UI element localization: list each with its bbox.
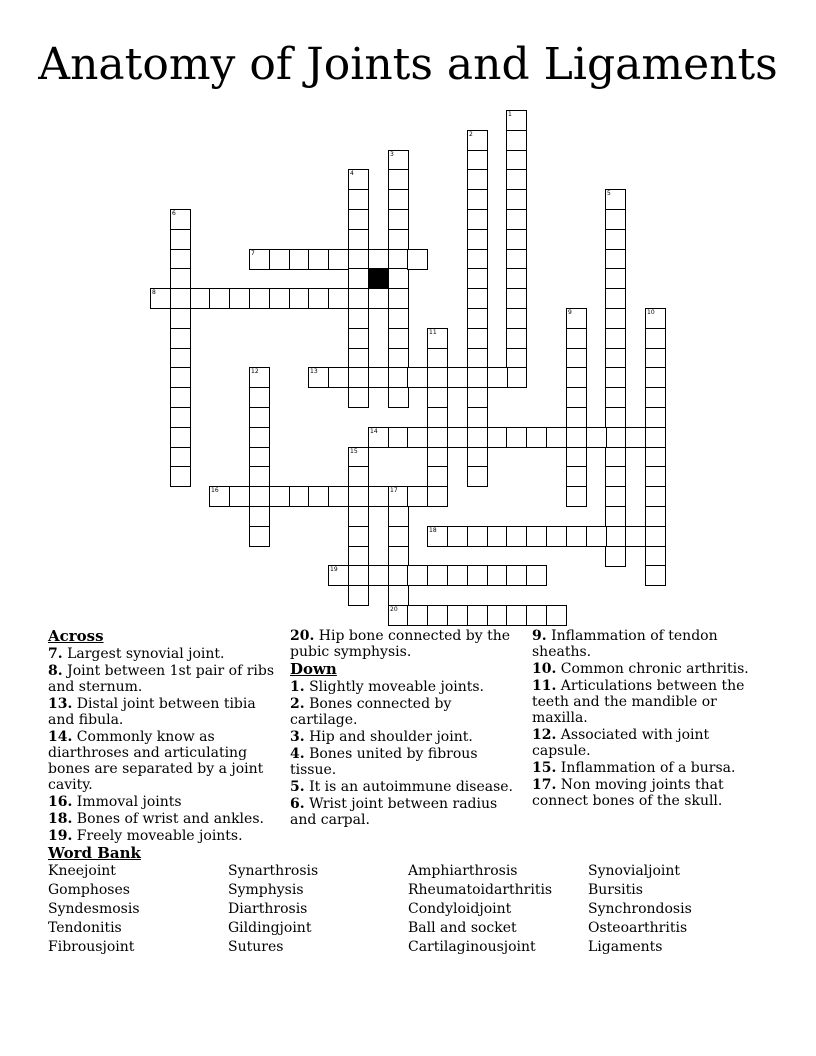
- grid-cell[interactable]: [586, 526, 607, 547]
- grid-cell[interactable]: [645, 526, 666, 547]
- grid-cell[interactable]: [388, 585, 409, 606]
- grid-cell[interactable]: [506, 605, 527, 626]
- down-clue: 15. Inflammation of a bursa.: [532, 760, 736, 776]
- grid-cell[interactable]: [467, 427, 488, 448]
- across-clue: 18. Bones of wrist and ankles.: [48, 811, 264, 827]
- grid-cell[interactable]: [546, 427, 567, 448]
- grid-cell[interactable]: [348, 348, 369, 369]
- grid-cell[interactable]: [625, 526, 646, 547]
- across-clue: 19. Freely moveable joints.: [48, 828, 243, 844]
- grid-cell[interactable]: [427, 427, 448, 448]
- clues-column-2: [290, 628, 516, 829]
- grid-cell[interactable]: [368, 486, 389, 507]
- grid-cell[interactable]: [605, 407, 626, 428]
- grid-cell[interactable]: [526, 605, 547, 626]
- grid-cell[interactable]: [269, 288, 290, 309]
- word-bank-item: Sutures: [228, 939, 284, 955]
- grid-cell[interactable]: [170, 288, 191, 309]
- grid-cell[interactable]: [605, 249, 626, 270]
- grid-cell[interactable]: [388, 367, 409, 388]
- word-bank-item: Osteoarthritis: [588, 920, 688, 936]
- grid-cell[interactable]: [605, 209, 626, 230]
- grid-cell[interactable]: [348, 308, 369, 329]
- grid-cell[interactable]: [209, 486, 230, 507]
- down-clue: 4. Bones united by fibrous tissue.: [290, 746, 478, 778]
- grid-cell[interactable]: [348, 585, 369, 606]
- word-bank-item: Condyloidjoint: [408, 901, 512, 917]
- word-bank-item: Cartilaginousjoint: [408, 939, 536, 955]
- grid-cell[interactable]: [467, 189, 488, 210]
- grid-cell[interactable]: [348, 447, 369, 468]
- grid-cell[interactable]: [388, 328, 409, 349]
- grid-cell[interactable]: [506, 189, 527, 210]
- word-bank-item: Ball and socket: [408, 920, 517, 936]
- grid-cell[interactable]: [249, 387, 270, 408]
- grid-cell[interactable]: [229, 486, 250, 507]
- grid-cell[interactable]: [467, 367, 488, 388]
- grid-cell[interactable]: [645, 427, 666, 448]
- grid-cell[interactable]: [249, 407, 270, 428]
- grid-cell[interactable]: [427, 486, 448, 507]
- grid-cell[interactable]: [467, 387, 488, 408]
- word-bank-item: Diarthrosis: [228, 901, 308, 917]
- clue-number: 7: [251, 250, 255, 257]
- grid-cell[interactable]: [526, 427, 547, 448]
- grid-cell[interactable]: [467, 605, 488, 626]
- clue-number: 5: [607, 190, 611, 197]
- grid-cell[interactable]: [566, 526, 587, 547]
- down-clue: 9. Inflammation of tendon sheaths.: [532, 628, 718, 660]
- across-clue: 14. Commonly know as diarthroses and articulating bones are separated by a joint cavity.: [48, 729, 264, 793]
- grid-cell[interactable]: [170, 209, 191, 230]
- grid-cell[interactable]: [605, 427, 626, 448]
- word-bank-item: Synovialjoint: [588, 863, 681, 879]
- grid-cell[interactable]: [249, 288, 270, 309]
- grid-cell[interactable]: [546, 526, 567, 547]
- clue-number: 15: [350, 448, 358, 455]
- grid-cell[interactable]: [427, 387, 448, 408]
- grid-cell[interactable]: [506, 150, 527, 171]
- grid-cell[interactable]: [467, 328, 488, 349]
- clue-number: 3: [390, 151, 394, 158]
- grid-cell[interactable]: [269, 486, 290, 507]
- clue-number: 17: [390, 487, 398, 494]
- grid-cell[interactable]: [308, 367, 329, 388]
- grid-cell[interactable]: [388, 427, 409, 448]
- clues-column-1: [48, 628, 280, 845]
- grid-cell[interactable]: [388, 288, 409, 309]
- clue-number: 11: [429, 329, 437, 336]
- grid-cell[interactable]: [506, 526, 527, 547]
- grid-cell[interactable]: [289, 288, 310, 309]
- across-clue: 16. Immoval joints: [48, 794, 182, 810]
- grid-cell[interactable]: [249, 249, 270, 270]
- down-clue: 17. Non moving joints that connect bones of the skull.: [532, 777, 724, 809]
- grid-cell[interactable]: [605, 486, 626, 507]
- grid-cell[interactable]: [487, 367, 508, 388]
- word-bank-item: Synchrondosis: [588, 901, 692, 917]
- grid-cell[interactable]: [388, 209, 409, 230]
- grid-cell[interactable]: [170, 229, 191, 250]
- grid-cell[interactable]: [605, 229, 626, 250]
- grid-cell[interactable]: [407, 486, 428, 507]
- grid-cell[interactable]: [506, 229, 527, 250]
- clue-number: 14: [370, 428, 378, 435]
- grid-cell[interactable]: [388, 150, 409, 171]
- word-bank-item: Rheumatoidarthritis: [408, 882, 553, 898]
- grid-cell[interactable]: [566, 348, 587, 369]
- grid-cell[interactable]: [645, 466, 666, 487]
- grid-cell[interactable]: [348, 249, 369, 270]
- grid-cell[interactable]: [368, 427, 389, 448]
- grid-cell[interactable]: [348, 546, 369, 567]
- grid-cell[interactable]: [427, 367, 448, 388]
- clue-number: 8: [152, 289, 156, 296]
- down-clue: 6. Wrist joint between radius and carpal.: [290, 796, 498, 828]
- grid-cell[interactable]: [506, 427, 527, 448]
- grid-cell[interactable]: [645, 447, 666, 468]
- grid-cell[interactable]: [645, 546, 666, 567]
- grid-cell[interactable]: [566, 486, 587, 507]
- grid-cell[interactable]: [289, 249, 310, 270]
- grid-cell[interactable]: [308, 249, 329, 270]
- grid-cell[interactable]: [447, 605, 468, 626]
- grid-cell[interactable]: [407, 565, 428, 586]
- clue-number: 20: [390, 606, 398, 613]
- grid-cell[interactable]: [427, 565, 448, 586]
- grid-cell[interactable]: [348, 387, 369, 408]
- grid-cell[interactable]: [170, 308, 191, 329]
- grid-cell[interactable]: [150, 288, 171, 309]
- grid-cell[interactable]: [388, 486, 409, 507]
- clue-number: 19: [330, 566, 338, 573]
- grid-cell[interactable]: [605, 328, 626, 349]
- word-bank-item: Kneejoint: [48, 863, 116, 879]
- grid-cell[interactable]: [328, 486, 349, 507]
- grid-cell[interactable]: [407, 249, 428, 270]
- clue-number: 12: [251, 368, 259, 375]
- grid-cell[interactable]: [170, 387, 191, 408]
- grid-cell[interactable]: [487, 427, 508, 448]
- grid-cell[interactable]: [388, 308, 409, 329]
- grid-cell[interactable]: [348, 565, 369, 586]
- clue-number: 13: [310, 368, 318, 375]
- page-title: Anatomy of Joints and Ligaments: [38, 39, 778, 90]
- grid-cell[interactable]: [388, 169, 409, 190]
- word-bank-item: Amphiarthrosis: [408, 863, 518, 879]
- grid-cell[interactable]: [605, 506, 626, 527]
- grid-cell[interactable]: [388, 189, 409, 210]
- grid-cell[interactable]: [506, 209, 527, 230]
- grid-cell[interactable]: [447, 565, 468, 586]
- grid-cell[interactable]: [170, 367, 191, 388]
- grid-cell[interactable]: [546, 605, 567, 626]
- grid-cell[interactable]: [467, 565, 488, 586]
- grid-cell[interactable]: [605, 308, 626, 329]
- across-clue: 8. Joint between 1st pair of ribs and sternum.: [48, 663, 275, 695]
- grid-cell[interactable]: [467, 407, 488, 428]
- word-bank-item: Gomphoses: [48, 882, 130, 898]
- grid-cell[interactable]: [249, 506, 270, 527]
- grid-cell[interactable]: [467, 229, 488, 250]
- clue-number: 2: [469, 131, 473, 138]
- grid-cell[interactable]: [308, 486, 329, 507]
- grid-cell[interactable]: [388, 249, 409, 270]
- grid-cell[interactable]: [605, 387, 626, 408]
- grid-cell[interactable]: [487, 526, 508, 547]
- down-clue: 11. Articulations between the teeth and the mandible or maxilla.: [532, 678, 745, 726]
- grid-cell[interactable]: [625, 427, 646, 448]
- grid-cell[interactable]: [348, 209, 369, 230]
- grid-cell[interactable]: [249, 427, 270, 448]
- grid-cell[interactable]: [526, 565, 547, 586]
- grid-cell[interactable]: [170, 427, 191, 448]
- grid-cell[interactable]: [249, 466, 270, 487]
- down-clue: 2. Bones connected by cartilage.: [290, 696, 452, 728]
- grid-cell[interactable]: [467, 249, 488, 270]
- grid-cell[interactable]: [645, 486, 666, 507]
- grid-cell[interactable]: [506, 268, 527, 289]
- grid-cell[interactable]: [170, 249, 191, 270]
- grid-cell[interactable]: [467, 209, 488, 230]
- grid-cell[interactable]: [467, 130, 488, 151]
- grid-cell[interactable]: [249, 486, 270, 507]
- grid-cell[interactable]: [407, 367, 428, 388]
- clue-number: 10: [647, 309, 655, 316]
- grid-cell[interactable]: [566, 308, 587, 329]
- grid-cell[interactable]: [388, 506, 409, 527]
- grid-cell[interactable]: [249, 447, 270, 468]
- down-clue: 1. Slightly moveable joints.: [290, 679, 485, 695]
- grid-cell[interactable]: [645, 565, 666, 586]
- grid-cell[interactable]: [368, 367, 389, 388]
- grid-cell[interactable]: [506, 130, 527, 151]
- word-bank-item: Fibrousjoint: [48, 939, 135, 955]
- grid-cell[interactable]: [566, 387, 587, 408]
- grid-cell[interactable]: [645, 348, 666, 369]
- across-clue: 13. Distal joint between tibia and fibula.: [48, 696, 256, 728]
- grid-cell[interactable]: [328, 367, 349, 388]
- blocked-cell: [368, 268, 389, 289]
- grid-cell[interactable]: [467, 526, 488, 547]
- clue-number: 1: [508, 111, 512, 118]
- word-bank-item: Bursitis: [588, 882, 643, 898]
- grid-cell[interactable]: [427, 407, 448, 428]
- grid-cell[interactable]: [467, 447, 488, 468]
- grid-cell[interactable]: [506, 308, 527, 329]
- word-bank-item: Gildingjoint: [228, 920, 312, 936]
- grid-cell[interactable]: [407, 605, 428, 626]
- grid-cell[interactable]: [506, 565, 527, 586]
- clue-number: 9: [568, 309, 572, 316]
- grid-cell[interactable]: [427, 526, 448, 547]
- grid-cell[interactable]: [348, 189, 369, 210]
- grid-cell[interactable]: [209, 288, 230, 309]
- grid-cell[interactable]: [467, 348, 488, 369]
- grid-cell[interactable]: [605, 288, 626, 309]
- grid-cell[interactable]: [645, 308, 666, 329]
- down-header: Down: [290, 660, 337, 678]
- grid-cell[interactable]: [407, 427, 428, 448]
- grid-cell[interactable]: [388, 387, 409, 408]
- grid-cell[interactable]: [506, 348, 527, 369]
- across-clue: 20. Hip bone connected by the pubic symphysis.: [290, 628, 511, 660]
- grid-cell[interactable]: [249, 526, 270, 547]
- word-bank-item: Synarthrosis: [228, 863, 319, 879]
- grid-cell[interactable]: [388, 229, 409, 250]
- grid-cell[interactable]: [269, 249, 290, 270]
- grid-cell[interactable]: [328, 288, 349, 309]
- grid-cell[interactable]: [506, 367, 527, 388]
- grid-cell[interactable]: [368, 288, 389, 309]
- grid-cell[interactable]: [566, 328, 587, 349]
- down-clue: 3. Hip and shoulder joint.: [290, 729, 473, 745]
- grid-cell[interactable]: [645, 367, 666, 388]
- grid-cell[interactable]: [190, 288, 211, 309]
- grid-cell[interactable]: [249, 367, 270, 388]
- word-bank-item: Ligaments: [588, 939, 663, 955]
- grid-cell[interactable]: [467, 150, 488, 171]
- grid-cell[interactable]: [388, 526, 409, 547]
- grid-cell[interactable]: [605, 189, 626, 210]
- grid-cell[interactable]: [566, 447, 587, 468]
- grid-cell[interactable]: [368, 565, 389, 586]
- grid-cell[interactable]: [348, 229, 369, 250]
- grid-cell[interactable]: [348, 367, 369, 388]
- grid-cell[interactable]: [645, 506, 666, 527]
- grid-cell[interactable]: [348, 466, 369, 487]
- word-bank-item: Symphysis: [228, 882, 304, 898]
- grid-cell[interactable]: [427, 348, 448, 369]
- grid-cell[interactable]: [308, 288, 329, 309]
- grid-cell[interactable]: [467, 466, 488, 487]
- clue-number: 18: [429, 527, 437, 534]
- grid-cell[interactable]: [467, 308, 488, 329]
- grid-cell[interactable]: [605, 526, 626, 547]
- grid-cell[interactable]: [348, 506, 369, 527]
- down-clue: 10. Common chronic arthritis.: [532, 661, 749, 677]
- grid-cell[interactable]: [645, 407, 666, 428]
- grid-cell[interactable]: [605, 466, 626, 487]
- grid-cell[interactable]: [526, 526, 547, 547]
- down-clue: 5. It is an autoimmune disease.: [290, 779, 513, 795]
- grid-cell[interactable]: [605, 367, 626, 388]
- grid-cell[interactable]: [566, 466, 587, 487]
- grid-cell[interactable]: [506, 249, 527, 270]
- down-clue: 12. Associated with joint capsule.: [532, 727, 710, 759]
- grid-cell[interactable]: [348, 169, 369, 190]
- word-bank-item: Tendonitis: [48, 920, 122, 936]
- grid-cell[interactable]: [566, 427, 587, 448]
- grid-cell[interactable]: [605, 348, 626, 369]
- across-clue: 7. Largest synovial joint.: [48, 646, 225, 662]
- grid-cell[interactable]: [427, 328, 448, 349]
- grid-cell[interactable]: [467, 288, 488, 309]
- grid-cell[interactable]: [348, 526, 369, 547]
- grid-cell[interactable]: [605, 546, 626, 567]
- grid-cell[interactable]: [229, 288, 250, 309]
- grid-cell[interactable]: [388, 348, 409, 369]
- grid-cell[interactable]: [586, 427, 607, 448]
- grid-cell[interactable]: [368, 249, 389, 270]
- grid-cell[interactable]: [487, 605, 508, 626]
- grid-cell[interactable]: [487, 565, 508, 586]
- grid-cell[interactable]: [388, 605, 409, 626]
- grid-cell[interactable]: [427, 466, 448, 487]
- grid-cell[interactable]: [506, 110, 527, 131]
- grid-cell[interactable]: [506, 288, 527, 309]
- clues-column-3: [532, 628, 772, 810]
- grid-cell[interactable]: [170, 466, 191, 487]
- grid-cell[interactable]: [566, 407, 587, 428]
- grid-cell[interactable]: [170, 447, 191, 468]
- grid-cell[interactable]: [328, 565, 349, 586]
- grid-cell[interactable]: [388, 546, 409, 567]
- grid-cell[interactable]: [170, 407, 191, 428]
- grid-cell[interactable]: [289, 486, 310, 507]
- grid-cell[interactable]: [566, 367, 587, 388]
- grid-cell[interactable]: [170, 268, 191, 289]
- clue-number: 4: [350, 170, 354, 177]
- grid-cell[interactable]: [645, 328, 666, 349]
- word-bank: [48, 844, 768, 957]
- across-header: Across: [48, 627, 104, 645]
- grid-cell[interactable]: [506, 169, 527, 190]
- grid-cell[interactable]: [170, 348, 191, 369]
- grid-cell[interactable]: [348, 268, 369, 289]
- grid-cell[interactable]: [506, 328, 527, 349]
- grid-cell[interactable]: [605, 447, 626, 468]
- clue-number: 16: [211, 487, 219, 494]
- grid-cell[interactable]: [328, 249, 349, 270]
- grid-cell[interactable]: [170, 328, 191, 349]
- grid-cell[interactable]: [348, 486, 369, 507]
- grid-cell[interactable]: [388, 268, 409, 289]
- grid-cell[interactable]: [605, 268, 626, 289]
- grid-cell[interactable]: [467, 169, 488, 190]
- grid-cell[interactable]: [388, 565, 409, 586]
- grid-cell[interactable]: [348, 328, 369, 349]
- grid-cell[interactable]: [447, 427, 468, 448]
- grid-cell[interactable]: [348, 288, 369, 309]
- grid-cell[interactable]: [447, 367, 468, 388]
- word-bank-header: Word Bank: [48, 844, 141, 862]
- clue-number: 6: [172, 210, 176, 217]
- grid-cell[interactable]: [467, 268, 488, 289]
- word-bank-list: [48, 862, 768, 957]
- grid-cell[interactable]: [427, 447, 448, 468]
- grid-cell[interactable]: [645, 387, 666, 408]
- word-bank-item: Syndesmosis: [48, 901, 140, 917]
- grid-cell[interactable]: [427, 605, 448, 626]
- grid-cell[interactable]: [447, 526, 468, 547]
